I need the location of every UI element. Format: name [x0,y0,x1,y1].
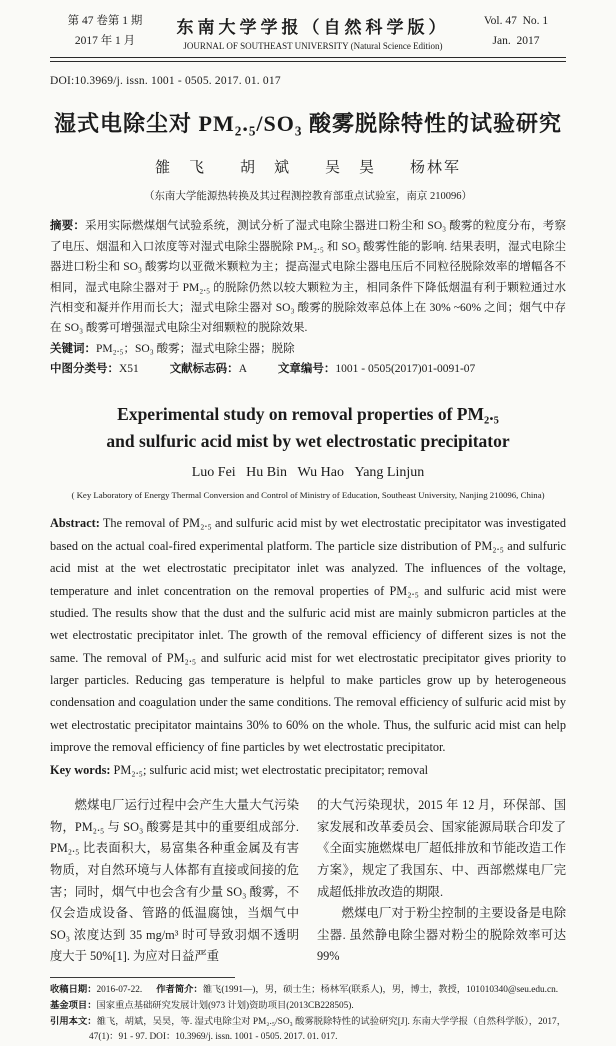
abstract-en-text: The removal of PM₂.₅ and sulfuric acid mist by wet electrostatic precipitator was investigated based on the actual coal-fired experimental platform. The particle size distribution of PM₂.₅ and sulfuric acid mist at the wet electrostatic precipitator inlet was analyzed. The influences of the voltage, temperature and inlet concentration on the removal properties of PM₂.₅ and sulfuric acid mist were studied. The results show that the dust and the sulfuric acid mist are mainly submicron particles at the wet electrostatic precipitator inlet. The growth of the removal efficiency of different sizes is not the same. The removal of PM₂.₅ and sulfuric acid mist for wet electrostatic precipitator gives priority to larger particles. Reducing gas temperature is helpful to make particles grow up by heterogeneous condensation and coagulation under the same conditions. The removal efficiency of sulfuric acid mist by wet electrostatic precipitator maintains 30% to 60% on the whole. Thus, the sulfuric acid mist can help improve the removal efficiency of fine particles by wet electrostatic precipitator. [50,516,566,755]
doc-code [170,363,247,375]
footnote-divider [50,977,235,978]
keywords-cn-label: 关键词： [50,342,96,355]
clc-label: 中图分类号： [50,363,119,376]
citation-text: 雒飞，胡斌，吴昊，等. 湿式电除尘对 PM₂.₅/SO₃ 酸雾脱除特性的试验研究[J]. 东南大学学报（自然科学版），2017，47(1)：91 - 97. DOI：10.3969/j. issn. 1001 - 0505. 2017. 01. 017. [89,1016,566,1043]
clc-number [50,363,139,375]
authors-cn: 雒 飞 胡 斌 吴 昊 杨林军 [154,160,461,177]
masthead-vol-block [466,12,566,51]
received-date-label: 收稿日期： [50,985,97,996]
keywords-en-label: Key words: [50,762,111,777]
issue-date-en: Jan. 2017 [492,34,540,47]
classification-line [50,359,566,381]
body-column-right [317,795,566,968]
body-paragraph: 的大气污染现状，2015 年 12 月，环保部、国家发展和改革委员会、国家能源局联合印发了《全面实施燃煤电厂超低排放和节能改造工作方案》，规定了我国东、中、西部燃煤电厂完成超低排放改造的期限. [317,797,566,899]
masthead-divider [50,57,566,62]
issue-date-cn: 2017 年 1 月 [74,34,136,47]
footnote-citation [50,1015,566,1046]
affiliation-en: ( Key Laboratory of Energy Thermal Conversion and Control of Ministry of Education, Southeast University, Nanjing 210096, China) [71,490,545,501]
abstract-cn-label: 摘要： [50,220,86,233]
doc-code-label: 文献标志码： [169,363,239,376]
affiliation-cn: （东南大学能源热转换及其过程测控教育部重点试验室，南京 210096） [143,191,473,203]
authors-en: Luo Fei Hu Bin Wu Hao Yang Linjun [191,465,425,481]
paper-title-en [50,401,566,455]
keywords-cn-text: PM₂.₅；SO₃ 酸雾；湿式电除尘器；脱除 [96,342,295,355]
journal-masthead [50,12,566,51]
masthead-issue-block [50,12,160,51]
clc-value: X51 [119,363,139,376]
keywords-en [50,759,566,781]
article-number-value: 1001 - 0505(2017)01-0091-07 [335,363,476,376]
received-date-text: 2016-07-22. [96,985,143,996]
footnote-received-bio [50,983,566,999]
abstract-en [50,512,566,758]
volume-en: Vol. 47 No. 1 [483,15,549,27]
author-bio-label: 作者简介： [156,985,203,996]
journal-name-en: JOURNAL OF SOUTHEAST UNIVERSITY (Natural Science Edition) [183,40,443,51]
citation-label: 引用本文： [50,1016,97,1027]
paper-title-en-line1: Experimental study on removal properties of PM₂.₅ [117,404,499,425]
masthead-journal-block [160,13,466,51]
keywords-en-text: PM₂.₅; sulfuric acid mist; wet electrostatic precipitator; removal [113,762,429,777]
footnote-fund [50,999,566,1015]
abstract-en-label: Abstract: [50,516,100,531]
abstract-cn [50,216,566,339]
doi-line: DOI:10.3969/j. issn. 1001 - 0505. 2017. 01. 017 [50,75,281,88]
issue-number-cn: 第 47 卷第 1 期 [67,15,143,27]
fund-label: 基金项目： [50,1000,97,1011]
keywords-cn [50,339,566,359]
fund-text: 国家重点基础研究发展计划(973 计划)资助项目(2013CB228505). [96,1000,354,1011]
footnotes [50,983,566,1046]
journal-name-cn: 东南大学学报（自然科学版） [176,17,450,37]
article-number [278,363,475,375]
body-paragraph: 燃煤电厂运行过程中会产生大量大气污染物，PM₂.₅ 与 SO₃ 酸雾是其中的重要组成部分. PM₂.₅ 比表面积大，易富集各种重金属及有害物质，对自然环境与人体都有直接或间接的危害；同时，烟气中也会含有少量 SO₃ 酸雾，不仅会造成设备、管路的低温腐蚀，当烟气中 SO₃ 浓度达到 35 mg/m³ 时可导致羽烟不透明度大于 50%[1]. 为应对日益严重 [50,797,299,964]
paper-title-cn: 湿式电除尘对 PM₂.₅/SO₃ 酸雾脱除特性的试验研究 [54,111,562,137]
abstract-cn-text: 采用实际燃煤烟气试验系统，测试分析了湿式电除尘器进口粉尘和 SO₃ 酸雾的粒度分布，考察了电压、烟温和入口浓度等对湿式电除尘器脱除 PM₂.₅ 和 SO₃ 酸雾性能的影响. 结果表明，湿式电除尘器进口粉尘和 SO₃ 酸雾均以亚微米颗粒为主；提高湿式电除尘器电压后不同粒径脱除效率的增幅各不相同，湿式电除尘器对于 PM₂.₅ 的脱除仍然以较大颗粒为主，相同条件下降低烟温有利于颗粒通过水汽相变和凝并作用而长大；湿式电除尘器对 SO₃ 酸雾的脱除效率总体上在 30% ~60% 之间；烟气中存在 SO₃ 酸雾可增强湿式电除尘对细颗粒的脱除效果. [50,220,567,335]
article-number-label: 文章编号： [277,363,336,376]
body-column-left [50,795,299,968]
doc-code-value: A [238,363,247,376]
body-columns [50,795,566,968]
paper-title-en-line2: and sulfuric acid mist by wet electrostatic precipitator [106,431,510,452]
author-bio-text: 雒飞(1991—)，男，硕士生；杨林军(联系人)，男，博士，教授，101010340@seu.edu.cn. [202,985,559,996]
body-paragraph: 燃煤电厂对于粉尘控制的主要设备是电除尘器. 虽然静电除尘器对粉尘的脱除效率可达 99% [317,906,566,964]
